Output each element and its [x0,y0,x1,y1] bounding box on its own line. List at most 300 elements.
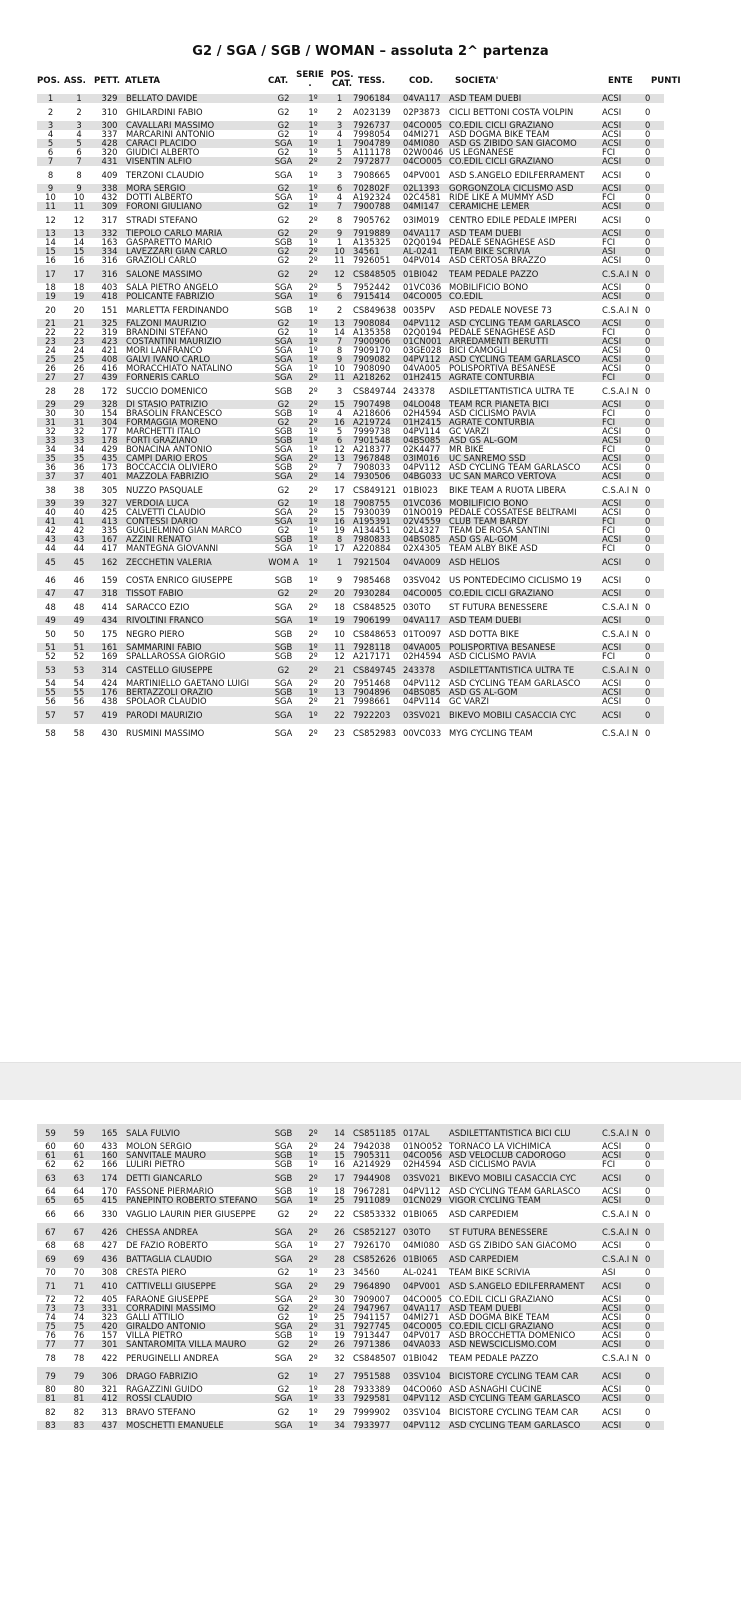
table-row [37,247,664,256]
cell-societa [448,319,601,328]
punti-value: 0 [645,1421,651,1430]
cell-serie [299,337,327,346]
cell-tess [352,616,402,625]
pos-cat-value: 13 [334,688,345,697]
cat-value: SGA [274,283,293,292]
punti-value: 0 [645,193,651,202]
punti-value: 0 [645,409,651,418]
cod-value: 04CO005 [403,589,443,598]
cell-pos [37,1313,64,1322]
atleta-value: NEGRO PIERO [126,628,185,639]
cell-pett [94,643,125,652]
societa-value: ASD CARPEDIEM [449,1208,519,1219]
tess-value: 7927745 [353,1322,391,1331]
cell-atleta [125,526,268,535]
cell-punti [644,184,664,193]
cell-atleta [125,697,268,706]
pos-value: 37 [45,472,56,481]
ente-value: ACSI [602,355,622,364]
pos-value: 36 [45,463,56,472]
cell-punti [644,1250,664,1268]
cell-punti [644,598,664,616]
table-row [37,724,664,742]
cell-pos-cat [327,1421,352,1430]
cell-societa [448,364,601,373]
cell-ass [64,571,94,589]
ass-value: 32 [73,427,85,436]
ente-value: ACSI [602,184,622,193]
pos-value: 2 [47,106,54,117]
atleta-value: SALA PIETRO ANGELO [126,283,219,292]
cell-tess [352,724,402,742]
pett-value: 320 [101,148,118,157]
cod-value: 03GE028 [403,346,442,355]
ente-value: ACSI [602,679,622,688]
cell-pos [37,202,64,211]
cell-serie [299,706,327,724]
serie-value: 2º [308,727,318,738]
cell-tess [352,103,402,121]
cell-serie [299,499,327,508]
cell-cat [268,364,299,373]
pos-cat-value: 19 [334,1331,345,1340]
tess-value: 7928118 [353,643,391,652]
cell-ass [64,697,94,706]
cell-ente [601,319,644,328]
cod-value: 04MI080 [403,139,440,148]
cod-value: 04PV112 [403,319,441,328]
pos-cat-value: 11 [334,373,345,382]
cell-ass [64,643,94,652]
ass-value: 67 [73,1226,85,1237]
cell-pos [37,373,64,382]
ente-value: ACSI [602,436,622,445]
societa-value: ST FUTURA BENESSERE [449,1226,548,1237]
cell-pos [37,1223,64,1241]
pos-cat-value: 12 [334,445,345,454]
pos-cat-value: 7 [336,337,343,346]
punti-value: 0 [645,1295,651,1304]
ass-value: 10 [73,193,85,202]
ente-value: ACSI [602,1406,622,1417]
cell-societa [448,652,601,661]
cat-value: SGA [274,616,293,625]
cell-societa [448,706,601,724]
cat-value: SGA [274,445,293,454]
cell-atleta [125,1277,268,1295]
cell-serie [299,1304,327,1313]
cell-societa [448,301,601,319]
serie-value: 1º [308,445,318,454]
cell-tess [352,121,402,130]
cell-pett [94,1313,125,1322]
atleta-value: CONTESSI DARIO [126,517,198,526]
cell-tess [352,1142,402,1151]
cell-atleta [125,1151,268,1160]
cat-value: SGA [274,601,293,612]
cell-pos-cat [327,472,352,481]
cell-ente [601,1250,644,1268]
cell-ass [64,1385,94,1394]
cell-societa [448,382,601,400]
pett-value: 338 [101,184,118,193]
pett-value: 438 [101,697,118,706]
ente-value: ACSI [602,1280,622,1291]
cell-punti [644,1367,664,1385]
cell-cat [268,94,299,103]
cell-tess [352,193,402,202]
cell-pos [37,1268,64,1277]
cell-cod [402,364,448,373]
societa-value: GC VARZI [449,697,489,706]
cod-value: 01BI023 [403,484,438,495]
serie-value: 1º [308,238,318,247]
results-table [37,94,664,742]
ente-value: ACSI [602,1331,622,1340]
cell-punti [644,1196,664,1205]
ass-value: 34 [73,445,85,454]
cell-pos [37,382,64,400]
cell-cat [268,1367,299,1385]
tess-value: 7972877 [353,157,391,166]
ass-value: 12 [73,214,85,225]
pos-cat-value: 8 [336,535,343,544]
ass-value: 14 [73,238,85,247]
pos-value: 27 [45,373,56,382]
pos-value: 12 [45,214,56,225]
tess-value: 7967281 [353,1187,391,1196]
ente-value: ACSI [602,1295,622,1304]
cell-ente [601,1331,644,1340]
cell-serie [299,616,327,625]
serie-value: 1º [308,130,318,139]
cod-value: 04PV114 [403,697,441,706]
cell-atleta [125,1340,268,1349]
table-row [37,1268,664,1277]
cell-tess [352,1349,402,1367]
cell-serie [299,157,327,166]
serie-value: 1º [308,169,318,180]
societa-value: US LEGNANESE [449,148,514,157]
cell-atleta [125,1169,268,1187]
cell-tess [352,355,402,364]
cat-value: SGB [274,427,293,436]
atleta-value: SALA FULVIO [126,1127,180,1138]
cell-atleta [125,1196,268,1205]
cell-ente [601,661,644,679]
cell-ente [601,1367,644,1385]
cell-cat [268,427,299,436]
serie-value: 2º [308,373,318,382]
pett-value: 408 [101,355,118,364]
serie-value: 1º [308,1385,318,1394]
pos-cat-value: 15 [334,508,345,517]
cell-punti [644,364,664,373]
cell-ass [64,1313,94,1322]
table-row [37,229,664,238]
cell-ass [64,400,94,409]
atleta-value: MORI LANFRANCO [126,346,203,355]
cat-value: SGB [274,628,293,639]
cell-serie [299,526,327,535]
societa-value: TEAM PEDALE PAZZO [449,1352,539,1363]
serie-value: 1º [308,427,318,436]
ente-value: ACSI [602,574,622,585]
ente-value: ACSI [602,1151,622,1160]
cell-serie [299,355,327,364]
cell-ass [64,139,94,148]
cell-ass [64,292,94,301]
societa-value: PEDALE SENAGHESE ASD [449,328,556,337]
pett-value: 317 [101,214,118,225]
cell-ente [601,1322,644,1331]
tess-value: A134451 [353,526,391,535]
cell-ass [64,1250,94,1268]
cell-serie [299,1142,327,1151]
cell-atleta [125,445,268,454]
cell-serie [299,1223,327,1241]
cell-societa [448,1349,601,1367]
cell-cod [402,328,448,337]
cell-tess [352,184,402,193]
atleta-value: BRANDINI STEFANO [126,328,208,337]
cell-atleta [125,454,268,463]
cell-cat [268,409,299,418]
pos-value: 58 [45,727,56,738]
tess-value: 7930039 [353,508,391,517]
table-row [37,463,664,472]
cell-cat [268,202,299,211]
cell-cat [268,166,299,184]
cat-value: SGA [274,472,293,481]
table-row [37,1313,664,1322]
header-atleta: ATLETA [125,76,161,86]
cat-value: SGB [274,409,293,418]
cat-value: G2 [277,1340,290,1349]
societa-value: ASD S.ANGELO EDILFERRAMENT [449,169,585,180]
serie-value: 1º [308,556,318,567]
atleta-value: AZZINI RENATO [126,535,192,544]
serie-value: 2º [308,1253,318,1264]
pos-cat-value: 6 [336,184,343,193]
cell-societa [448,679,601,688]
cell-pett [94,1151,125,1160]
cell-serie [299,1349,327,1367]
cell-ente [601,148,644,157]
cell-punti [644,202,664,211]
cell-pos-cat [327,238,352,247]
cell-cod [402,553,448,571]
pos-value: 77 [45,1340,56,1349]
header-cod: COD. [409,76,434,86]
cell-pos [37,652,64,661]
ass-value: 74 [73,1313,85,1322]
ente-value: ACSI [602,535,622,544]
cell-pett [94,616,125,625]
cell-pos-cat [327,1367,352,1385]
cell-tess [352,1160,402,1169]
cell-tess [352,517,402,526]
cell-pos-cat [327,1304,352,1313]
cell-ente [601,94,644,103]
ass-value: 47 [73,589,85,598]
cat-value: SGA [274,364,293,373]
cell-ente [601,256,644,265]
cell-cod [402,544,448,553]
cell-tess [352,544,402,553]
cell-pos-cat [327,130,352,139]
atleta-value: SUCCIO DOMENICO [126,385,208,396]
cell-ass [64,1394,94,1403]
cell-cod [402,265,448,283]
cod-value: 04CO060 [403,1385,443,1394]
tess-value: A218262 [353,373,391,382]
atleta-value: DE FAZIO ROBERTO [126,1241,209,1250]
cell-atleta [125,688,268,697]
pett-value: 331 [101,1304,118,1313]
cell-pett [94,166,125,184]
cell-pos-cat [327,1187,352,1196]
cell-serie [299,1322,327,1331]
cell-cat [268,544,299,553]
tess-value: 7900788 [353,202,391,211]
atleta-value: TERZONI CLAUDIO [126,169,205,180]
cat-value: G2 [277,268,290,279]
cod-value: 04BS085 [403,436,441,445]
ente-value: ACSI [602,1187,622,1196]
tess-value: 7933977 [353,1421,391,1430]
cell-cod [402,184,448,193]
societa-value: ASD PEDALE NOVESE 73 [449,304,552,315]
cell-pos-cat [327,1322,352,1331]
pos-value: 13 [45,229,56,238]
table-row [37,571,664,589]
cell-punti [644,535,664,544]
cell-societa [448,247,601,256]
cell-serie [299,427,327,436]
cell-ass [64,724,94,742]
cell-cat [268,1277,299,1295]
pett-value: 175 [101,628,118,639]
table-row [37,508,664,517]
cell-pos [37,436,64,445]
punti-value: 0 [645,400,651,409]
societa-value: BICISTORE CYCLING TEAM CAR [449,1406,579,1417]
cell-ass [64,526,94,535]
cell-punti [644,301,664,319]
serie-value: 1º [308,709,318,720]
cell-societa [448,472,601,481]
cell-societa [448,1367,601,1385]
societa-value: ASD GS AL-GOM [449,535,518,544]
cell-cat [268,328,299,337]
pos-value: 49 [45,616,56,625]
cell-cat [268,355,299,364]
cat-value: G2 [277,484,290,495]
societa-value: VIGOR CYCLING TEAM [449,1196,541,1205]
cell-cod [402,238,448,247]
pett-value: 436 [101,1253,118,1264]
cell-pos-cat [327,193,352,202]
cell-tess [352,1223,402,1241]
cell-societa [448,94,601,103]
punti-value: 0 [645,238,651,247]
cell-tess [352,148,402,157]
serie-value: 1º [308,346,318,355]
cod-value: 04LO048 [403,400,441,409]
cell-pett [94,1187,125,1196]
cell-cod [402,643,448,652]
cell-pos [37,1160,64,1169]
cell-punti [644,517,664,526]
tess-value: A023139 [353,106,391,117]
tess-value: 34561 [353,247,380,256]
cat-value: WOM A [268,556,299,567]
cell-ente [601,229,644,238]
cell-societa [448,427,601,436]
tess-value: A218606 [353,409,391,418]
ass-value: 79 [73,1370,85,1381]
cell-ente [601,238,644,247]
pett-value: 173 [101,463,118,472]
cell-serie [299,508,327,517]
cell-cat [268,481,299,499]
cell-pos-cat [327,1142,352,1151]
cell-ass [64,211,94,229]
cell-ente [601,1313,644,1322]
pos-cat-value: 20 [334,589,345,598]
ente-value: C.S.A.I N [602,1352,639,1363]
serie-value: 1º [308,643,318,652]
cell-serie [299,481,327,499]
cell-pos-cat [327,481,352,499]
pos-value: 26 [45,364,56,373]
societa-value: CO.EDIL CICLI GRAZIANO [449,1322,554,1331]
ass-value: 50 [73,628,85,639]
cell-societa [448,355,601,364]
pos-value: 64 [45,1187,56,1196]
cell-pett [94,148,125,157]
cell-punti [644,121,664,130]
serie-value: 1º [308,1313,318,1322]
cell-serie [299,643,327,652]
punti-value: 0 [645,319,651,328]
cell-cat [268,571,299,589]
pos-value: 23 [45,337,56,346]
cell-cat [268,643,299,652]
societa-value: ASD CYCLING TEAM GARLASCO [449,1421,581,1430]
cell-cat [268,121,299,130]
atleta-value: ROSSI CLAUDIO [126,1394,193,1403]
cell-cat [268,337,299,346]
pett-value: 169 [101,652,118,661]
pett-value: 437 [101,1421,118,1430]
cell-cat [268,526,299,535]
cell-pett [94,256,125,265]
cat-value: SGB [274,238,293,247]
pos-cat-value: 23 [334,727,345,738]
atleta-value: VISENTIN ALFIO [126,157,192,166]
cell-tess [352,571,402,589]
cell-pos-cat [327,571,352,589]
cell-pett [94,598,125,616]
pos-cat-value: 1 [336,139,343,148]
ass-value: 54 [73,679,85,688]
cell-ente [601,193,644,202]
ente-value: ACSI [602,400,622,409]
header-societa: SOCIETA' [455,76,499,86]
cell-atleta [125,1223,268,1241]
